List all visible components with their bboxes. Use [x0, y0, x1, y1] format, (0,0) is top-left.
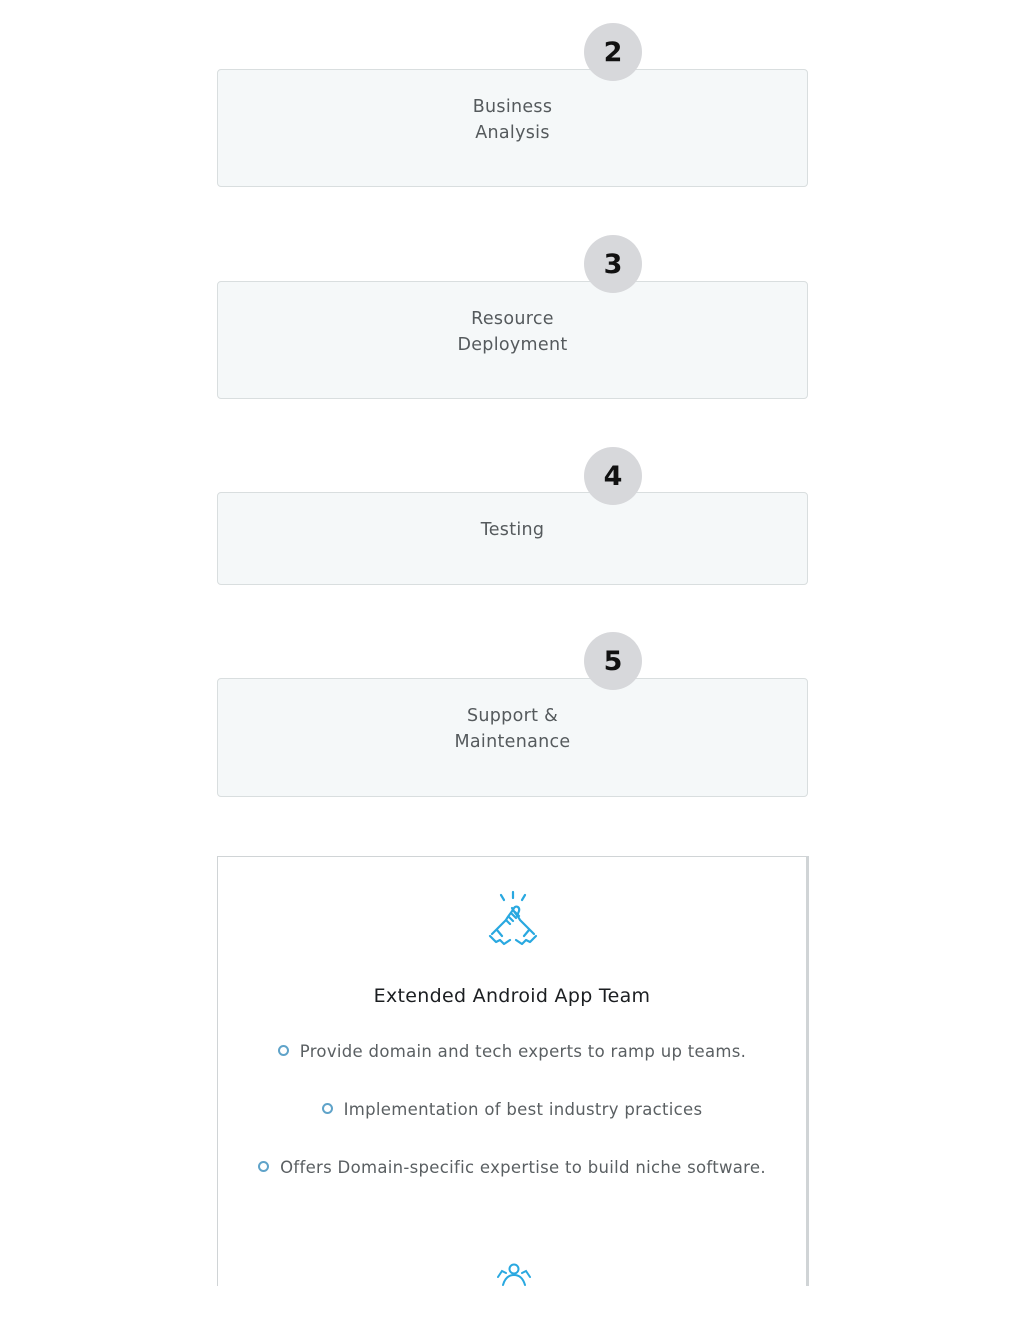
list-item: [218, 1158, 806, 1177]
step-label: Support & Maintenance: [454, 706, 571, 752]
bullet-circle-icon: [258, 1161, 269, 1172]
list-item: [218, 1042, 806, 1061]
extended-team-card: [217, 856, 809, 1286]
bullet-text: Offers Domain-specific expertise to build niche software.: [280, 1158, 766, 1177]
bullet-text: Provide domain and tech experts to ramp up teams.: [299, 1042, 747, 1061]
step-card-testing: [217, 492, 808, 585]
step-label: Business Analysis: [472, 97, 553, 143]
step-number-badge: 5: [584, 632, 642, 690]
step-number-badge: 2: [584, 23, 642, 81]
step-label: Resource Deployment: [457, 309, 568, 355]
step-label: Testing: [480, 520, 545, 540]
step-card-business-analysis: [217, 69, 808, 187]
step-card-support-maintenance: [217, 678, 808, 797]
list-item: [218, 1100, 806, 1119]
team-title: Extended Android App Team: [373, 985, 651, 1007]
team-lead-icon: [494, 1261, 534, 1287]
step-card-resource-deployment: [217, 281, 808, 399]
bullet-text: Implementation of best industry practices: [343, 1100, 703, 1119]
handshake-icon: [484, 890, 542, 948]
bullet-circle-icon: [278, 1045, 289, 1056]
bullet-circle-icon: [322, 1103, 333, 1114]
step-number-badge: 3: [584, 235, 642, 293]
step-number-badge: 4: [584, 447, 642, 505]
